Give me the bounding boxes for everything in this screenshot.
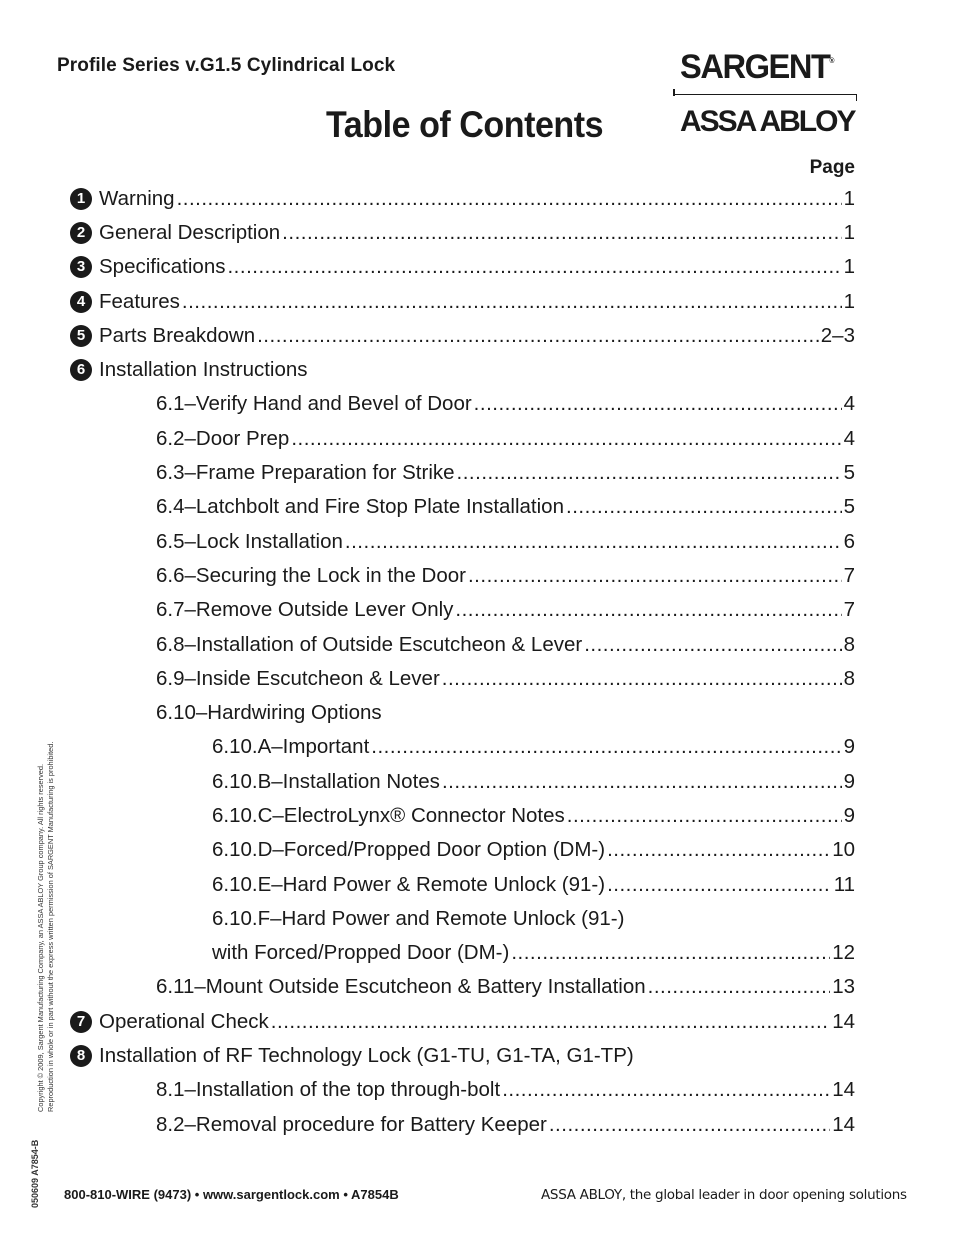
dot-leader [442,664,842,694]
toc-entry-text: 6.10.B–Installation Notes [212,770,440,793]
toc-entry-text: Installation Instructions [99,358,308,381]
toc-entry-text: 6.1–Verify Hand and Bevel of Door [156,392,472,415]
toc-entry-6-9[interactable] [70,664,855,694]
toc-page-number: 1 [843,187,855,210]
toc-entry-text: Specifications [99,255,226,278]
toc-page-number: 7 [843,564,855,587]
toc-entry-1[interactable] [70,184,855,214]
toc-entry-8-1[interactable] [70,1075,855,1105]
page-title: Table of Contents [326,104,604,145]
toc-entry-6-8[interactable] [70,630,855,660]
toc-entry-text: 6.10.D–Forced/Propped Door Option (DM-) [212,838,606,861]
section-number-badge: 2 [70,222,92,244]
dot-leader [442,767,842,797]
dot-leader [177,184,842,214]
toc-page-number: 14 [832,1078,855,1101]
toc-entry-text: 6.4–Latchbolt and Fire Stop Plate Installation [156,495,564,518]
toc-entry-text: 6.5–Lock Installation [156,530,343,553]
toc-entry-text: Installation of RF Technology Lock (G1-TU, G1-TA, G1-TP) [99,1044,634,1067]
toc-entry-text: 6.9–Inside Escutcheon & Lever [156,667,440,690]
toc-entry-text: 6.10.F–Hard Power and Remote Unlock (91-) [212,907,625,930]
toc-entry-text: 6.10.C–ElectroLynx® Connector Notes [212,804,565,827]
dot-leader [455,595,841,625]
toc-entry-text: Warning [99,187,175,210]
toc-entry-7[interactable] [70,1007,855,1037]
toc-entry-6-10-b[interactable] [70,767,855,797]
footer-tagline: ASSA ABLOY, the global leader in door opening solutions [541,1187,907,1203]
toc-entry-8[interactable] [70,1041,855,1071]
toc-entry-6-5[interactable] [70,527,855,557]
toc-entry-text: 6.2–Door Prep [156,427,290,450]
toc-entry-3[interactable] [70,252,855,282]
toc-entry-6-10-f-cont[interactable] [70,938,855,968]
toc-page-number: 1 [843,221,855,244]
toc-entry-text: 6.7–Remove Outside Lever Only [156,598,454,621]
dot-leader [648,972,831,1002]
document-code: 050609 A7854-B [30,1139,40,1208]
toc-entry-6-2[interactable] [70,424,855,454]
registered-mark: ® [829,58,835,65]
toc-entry-text: with Forced/Propped Door (DM-) [212,941,510,964]
dot-leader [227,252,841,282]
toc-entry-8-2[interactable] [70,1110,855,1140]
toc-entry-text: 6.3–Frame Preparation for Strike [156,461,455,484]
toc-page-number: 14 [832,1113,855,1136]
toc-entry-6[interactable] [70,355,855,385]
toc-entry-6-10-e[interactable] [70,870,855,900]
toc-entry-6-3[interactable] [70,458,855,488]
dot-leader [345,527,842,557]
toc-entry-text: 6.8–Installation of Outside Escutcheon & Lever [156,633,583,656]
dot-leader [511,938,830,968]
toc-page-number: 13 [832,975,855,998]
toc-page-number: 9 [843,735,855,758]
toc-entry-2[interactable] [70,218,855,248]
footer-contact: 800-810-WIRE (9473) • www.sargentlock.com • A7854B [64,1187,399,1202]
toc-page-number: 8 [843,667,855,690]
toc-entry-6-7[interactable] [70,595,855,625]
toc-entry-6-6[interactable] [70,561,855,591]
dot-leader [182,287,842,317]
toc-entry-6-4[interactable] [70,492,855,522]
toc-page-number: 2–3 [820,324,855,347]
logo-divider [673,94,857,100]
toc-page-number: 6 [843,530,855,553]
section-number-badge: 3 [70,256,92,278]
toc-page-number: 1 [843,255,855,278]
toc-page-number: 1 [843,290,855,313]
dot-leader [502,1075,830,1105]
dot-leader [566,492,842,522]
page-column-label: Page [809,157,855,178]
toc-page-number: 9 [843,804,855,827]
toc-page-number: 10 [832,838,855,861]
dot-leader [549,1110,830,1140]
toc-entry-text: 6.10.A–Important [212,735,370,758]
toc-entry-6-10-c[interactable] [70,801,855,831]
toc-entry-text: 6.10.E–Hard Power & Remote Unlock (91-) [212,873,606,896]
toc-page-number: 14 [832,1010,855,1033]
toc-entry-text: 6.11–Mount Outside Escutcheon & Battery Installation [156,975,646,998]
toc-entry-6-10-f[interactable] [70,904,855,934]
toc-page-number: 7 [843,598,855,621]
toc-entry-text: 8.1–Installation of the top through-bolt [156,1078,501,1101]
toc-page-number: 5 [843,495,855,518]
toc-entry-5[interactable] [70,321,855,351]
toc-entry-6-11[interactable] [70,972,855,1002]
sargent-assa-abloy-logo [670,48,860,143]
toc-entry-4[interactable] [70,287,855,317]
dot-leader [291,424,841,454]
toc-entry-6-10[interactable] [70,698,855,728]
dot-leader [282,218,841,248]
toc-entry-text: 6.6–Securing the Lock in the Door [156,564,466,587]
section-number-badge: 6 [70,359,92,381]
section-number-badge: 4 [70,291,92,313]
dot-leader [584,630,841,660]
toc-entry-6-1[interactable] [70,389,855,419]
toc-entry-text: Features [99,290,180,313]
dot-leader [457,458,842,488]
section-number-badge: 8 [70,1045,92,1067]
sargent-wordmark: SARGENT® [680,48,835,86]
toc-page-number: 5 [843,461,855,484]
dot-leader [468,561,842,591]
section-number-badge: 7 [70,1011,92,1033]
dot-leader [607,835,830,865]
toc-page-number: 8 [843,633,855,656]
toc-entry-6-10-a[interactable] [70,732,855,762]
toc-page-number: 9 [843,770,855,793]
assa-abloy-wordmark: ASSA ABLOY [680,105,855,138]
toc-entry-text: Parts Breakdown [99,324,256,347]
dot-leader [257,321,819,351]
toc-entry-text: Operational Check [99,1010,269,1033]
dot-leader [567,801,842,831]
toc-page-number: 4 [843,427,855,450]
product-line: Profile Series v.G1.5 Cylindrical Lock [57,55,396,76]
toc-entry-6-10-d[interactable] [70,835,855,865]
dot-leader [271,1007,830,1037]
dot-leader [371,732,841,762]
copyright-notice: Copyright © 2009, Sargent Manufacturing Company, an ASSA ABLOY Group company. All rights reserved. Reproduction in whole or in part without the express written permission of SARGENT Manufacturing is prohibited. [36,741,55,1112]
section-number-badge: 1 [70,188,92,210]
toc-entry-text: 6.10–Hardwiring Options [156,701,382,724]
toc-page-number: 4 [843,392,855,415]
toc-page-number: 11 [833,873,855,896]
dot-leader [474,389,842,419]
dot-leader [607,870,832,900]
section-number-badge: 5 [70,325,92,347]
toc-page-number: 12 [832,941,855,964]
toc-entry-text: 8.2–Removal procedure for Battery Keeper [156,1113,547,1136]
toc-entry-text: General Description [99,221,281,244]
